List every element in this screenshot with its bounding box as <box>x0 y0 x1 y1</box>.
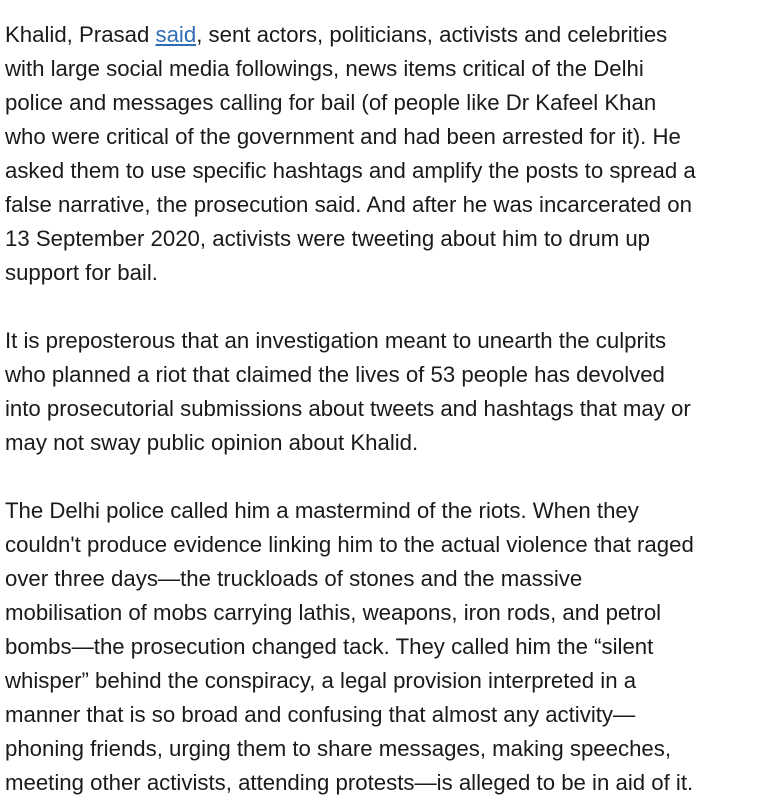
paragraph-3-line-9: meeting other activists, attending protests—is alleged to be in aid of it. <box>5 770 694 795</box>
paragraph-1-line-7: 13 September 2020, activists were tweeting about him to drum up <box>5 226 651 251</box>
paragraph-2-line-2: who planned a riot that claimed the lives of 53 people has devolved <box>5 362 665 387</box>
article-paragraph-1 <box>5 18 759 290</box>
paragraph-3-line-6: whisper” behind the conspiracy, a legal provision interpreted in a <box>5 668 637 693</box>
article-body <box>5 18 759 800</box>
paragraph-3-line-3: over three days—the truckloads of stones and the massive <box>5 566 583 591</box>
paragraph-1-line-3: police and messages calling for bail (of people like Dr Kafeel Khan <box>5 90 657 115</box>
paragraph-1-line-8: support for bail. <box>5 260 158 285</box>
said-link[interactable]: said <box>155 22 197 47</box>
paragraph-2-line-1: It is preposterous that an investigation meant to unearth the culprits <box>5 328 667 353</box>
paragraph-1-line-1 <box>5 18 759 52</box>
article-paragraph-3 <box>5 494 759 800</box>
paragraph-3-line-8: phoning friends, urging them to share messages, making speeches, <box>5 736 672 761</box>
paragraph-1-line-4: who were critical of the government and had been arrested for it). He <box>5 124 681 149</box>
paragraph-3-line-4: mobilisation of mobs carrying lathis, weapons, iron rods, and petrol <box>5 600 662 625</box>
paragraph-1-lead-text: Khalid, Prasad <box>5 22 156 47</box>
paragraph-1-line-2: with large social media followings, news items critical of the Delhi <box>5 56 644 81</box>
paragraph-3-line-2: couldn't produce evidence linking him to the actual violence that raged <box>5 532 694 557</box>
article-paragraph-2 <box>5 324 759 460</box>
paragraph-2-line-3: into prosecutorial submissions about tweets and hashtags that may or <box>5 396 691 421</box>
paragraph-1-lead-continuation: , sent actors, politicians, activists and celebrities <box>196 22 668 47</box>
paragraph-3-line-7: manner that is so broad and confusing that almost any activity— <box>5 702 636 727</box>
paragraph-1-line-6: false narrative, the prosecution said. And after he was incarcerated on <box>5 192 692 217</box>
paragraph-2-line-4: may not sway public opinion about Khalid. <box>5 430 419 455</box>
paragraph-3-line-1: The Delhi police called him a mastermind of the riots. When they <box>5 498 639 523</box>
paragraph-1-line-5: asked them to use specific hashtags and amplify the posts to spread a <box>5 158 696 183</box>
paragraph-3-line-5: bombs—the prosecution changed tack. They called him the “silent <box>5 634 654 659</box>
